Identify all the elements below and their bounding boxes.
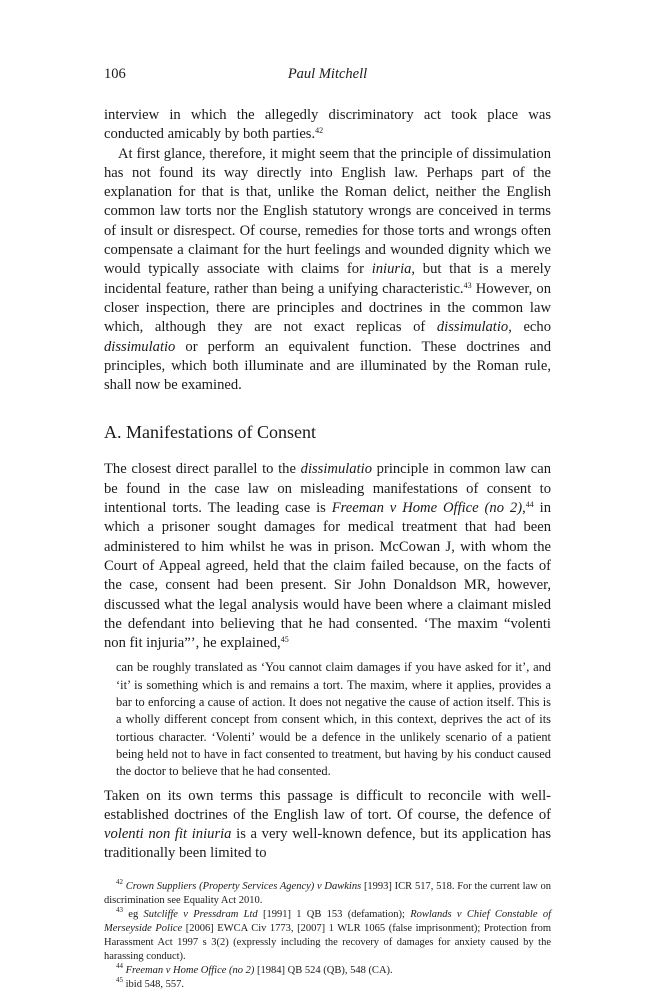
footnote-ref[interactable]: 45 bbox=[280, 635, 289, 645]
paragraph: interview in which the allegedly discriminatory act took place was conducted amicably by both parties.$^{42}$ bbox=[104, 107, 551, 143]
footnote: $^{42}$ Crown Suppliers (Property Services Agency) v Dawkins [1993] ICR 517, 518. For the current law on discrimination see Equality Act 2010. bbox=[104, 877, 552, 906]
footnote: $^{43}$ eg Sutcliffe v Pressdram Ltd [1991] 1 QB 153 (defamation); Rowlands v Chief Constable of Merseyside Police [2006] EWCA Civ 1773, [2007] 1 WLR 1065 (false imprisonment); Protection from Harassment Act 1997 s 3(2) (expressly including the recovery of damages for anxiety caused by the harassing conduct). bbox=[104, 905, 551, 962]
footnote-ref[interactable]: 43 bbox=[463, 280, 472, 290]
page-number: 106 bbox=[104, 66, 126, 82]
section-heading: A. Manifestations of Consent bbox=[104, 422, 316, 443]
footnote-ref[interactable]: 42 bbox=[315, 126, 324, 136]
running-header bbox=[104, 66, 551, 86]
running-author: Paul Mitchell bbox=[287, 66, 368, 82]
paragraph: The closest direct parallel to the dissimulatio principle in common law can be found in the case law on misleading manifestations of consent to intentional torts. The leading case is Freeman v Home Office (no 2),$^{44}$ in which a prisoner sought damages for medical treatment that had been administered to him whilst he was in prison. McCowan J, with whom the Court of Appeal agreed, held that the claim failed because, on the facts of the case, consent had been present. Sir John Donaldson MR, however, discussed what the legal analysis would have been where a claimant misled the defendant into believing that he had consented. ‘The maxim “volenti non fit injuria”’, he explained,$^{45}$ bbox=[104, 461, 552, 652]
footnote-ref[interactable]: 44 bbox=[525, 500, 534, 510]
paragraph: Taken on its own terms this passage is difficult to reconcile with well-established doctrines of the English law of tort. Of course, the defence of volenti non fit iniuria is a very well-known defence, but its application has traditionally been limited to bbox=[104, 787, 551, 862]
body-text bbox=[104, 106, 551, 864]
quote-text: can be roughly translated as ‘You cannot claim damages if you have asked for it’, and ‘it’ is something which is and remains a tort. The maxim, where it applies, provides a bar to enforcing a cause of action. It does not negative the cause of action itself. This is a wholly different concept from consent which, in this context, deprives the act of its tortious character. ‘Volenti’ would be a defence in the unlikely scenario of a patient being held not to have in fact consented to treatment, but having by his conduct caused the doctor to believe that he had consented. bbox=[116, 660, 551, 779]
block-quote bbox=[104, 659, 551, 780]
footnote: $^{44}$ Freeman v Home Office (no 2) [1984] QB 524 (QB), 548 (CA). bbox=[116, 961, 393, 976]
footnote: $^{45}$ ibid 548, 557. bbox=[116, 975, 184, 990]
paragraph: At first glance, therefore, it might seem that the principle of dissimulation has not found its way directly into English law. Perhaps part of the explanation for that is that, unlike the Roman delict, neither the English common law torts nor the English statutory wrongs are conceived in terms of insult or disrespect. Of course, remedies for those torts and wrongs often compensate a claimant for the hurt feelings and wounded dignity which we would typically associate with claims for iniuria, but that is a merely incidental feature, rather than being a unifying characteristic.$^{43}$ However, on closer inspection, there are principles and doctrines in the common law which, although they are not exact replicas of dissimulatio, echo dissimulatio or perform an equivalent function. These doctrines and principles, which both illuminate and are illuminated by the Roman rule, shall now be examined. bbox=[104, 145, 551, 394]
page bbox=[104, 66, 551, 992]
